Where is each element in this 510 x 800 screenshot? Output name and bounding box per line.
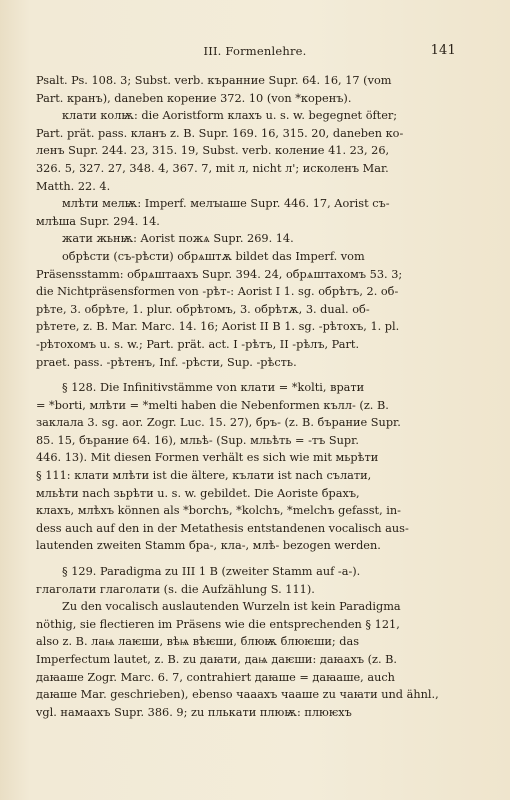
text-line: -рѣтохомъ u. s. w.; Part. prät. act. I -рѣтъ, II -рѣлъ, Part. <box>36 337 360 351</box>
body-text <box>36 72 482 721</box>
text-line: Matth. 22. 4. <box>36 179 111 193</box>
text-line: рѣтете, z. B. Mar. Marc. 14. 16; Aorist II B 1. sg. -рѣтохъ, 1. pl. <box>36 320 400 334</box>
paragraph-gap <box>36 371 482 379</box>
paragraph-gap <box>36 555 482 563</box>
running-head <box>0 44 510 62</box>
text-line: nöthig, sie flectieren im Präsens wie die entsprechenden § 121, <box>36 617 400 631</box>
text-line: die Nichtpräsensformen von -рѣт-: Aorist I 1. sg. обрѣтъ, 2. об- <box>36 285 399 299</box>
text-line: 446. 13). Mit diesen Formen verhält es sich wie mit мьрѣти <box>36 451 379 465</box>
text-line: Imperfectum lautet, z. B. zu даꙗти, даѩ даѥши: даꙗахъ (z. B. <box>36 653 398 666</box>
text-line: 85. 15, бърание 64. 16), мльѣ- (Sup. мльѣть = -тъ Supr. <box>36 433 359 447</box>
text-line: § 111: клати млѣти ist die ältere, кълати ist nach сълати, <box>36 469 372 483</box>
text-line: клати колѭ: die Aoristform клахъ u. s. w. begegnet öfter; <box>62 109 398 123</box>
text-line: praet. pass. -рѣтенъ, Inf. -рѣсти, Sup. -рѣсть. <box>36 355 297 369</box>
text-line: ленъ Supr. 244. 23, 315. 19, Subst. verb. колениe 41. 23, 26, <box>36 144 390 158</box>
section-128-heading-line: § 128. Die Infinitivstämme von клати = *kolti, врати <box>62 381 365 395</box>
text-line: даꙗше Mar. geschrieben), ebenso чааахъ чааше zu чаꙗти und ähnl., <box>36 688 439 702</box>
text-line: заклала 3. sg. aor. Zogr. Luc. 15. 27), бръ- (z. B. бърание Supr. <box>36 416 401 430</box>
text-line: Part. кранъ), daneben корение 372. 10 (von *коренъ). <box>36 91 352 105</box>
text-line: vgl. намаахъ Supr. 386. 9; zu плькати плюѭ: плюѥхъ <box>36 705 352 719</box>
text-line: обрѣсти (съ-рѣсти) обрѧштѫ bildet das Imperf. vom <box>62 249 365 263</box>
page-number: 141 <box>430 43 456 58</box>
running-title: III. Formenlehre. <box>203 44 307 58</box>
text-line: Zu den vocalisch auslautenden Wurzeln ist kein Paradigma <box>62 600 401 614</box>
text-line: мльѣти nach зьрѣти u. s. w. gebildet. Die Aoriste брахъ, <box>36 486 360 500</box>
text-line: Präsensstamm: обрѧштаахъ Supr. 394. 24, обрѧштахомъ 53. 3; <box>36 267 403 281</box>
text-line: dess auch auf den in der Metathesis entstandenen vocalisch aus- <box>36 521 409 535</box>
text-line: глаголати глаголати (s. die Aufzählung S. 111). <box>36 582 315 596</box>
text-line: млѣти мелѭ: Imperf. мелꙑаше Supr. 446. 17, Aorist съ- <box>62 197 390 211</box>
text-line: lautenden zweiten Stamm бра-, кла-, млѣ- bezogen werden. <box>36 539 381 553</box>
text-line: млѣша Supr. 294. 14. <box>36 214 160 228</box>
text-line: Psalt. Ps. 108. 3; Subst. verb. къранние Supr. 64. 16, 17 (vom <box>36 74 392 87</box>
text-line: рѣте, 3. обрѣте, 1. plur. обрѣтомъ, 3. обрѣтѫ, 3. dual. об- <box>36 302 370 316</box>
text-line: also z. B. лаѩ лаѥши, вѣѩ вѣѥши, блюѭ блюѥши; das <box>36 635 360 649</box>
text-line: 326. 5, 327. 27, 348. 4, 367. 7, mit л, nicht л'; исколенъ Mar. <box>36 161 389 175</box>
text-line: жати жьнѭ: Aorist пожѧ Supr. 269. 14. <box>62 232 294 246</box>
text-line: Part. prät. pass. кланъ z. B. Supr. 169. 16, 315. 20, daneben ко- <box>36 126 404 140</box>
text-line: даꙗаше Zogr. Marc. 6. 7, contrahiert даꙗше = даꙗаше, auch <box>36 670 395 684</box>
section-129-heading-line: § 129. Paradigma zu III 1 B (zweiter Stamm auf -а-). <box>62 565 361 579</box>
text-line: = *borti, млѣти = *melti haben die Nebenformen кълл- (z. B. <box>36 398 389 412</box>
text-line: клахъ, млѣхъ können als *borchъ, *kolchъ, *melchъ gefasst, in- <box>36 504 401 518</box>
